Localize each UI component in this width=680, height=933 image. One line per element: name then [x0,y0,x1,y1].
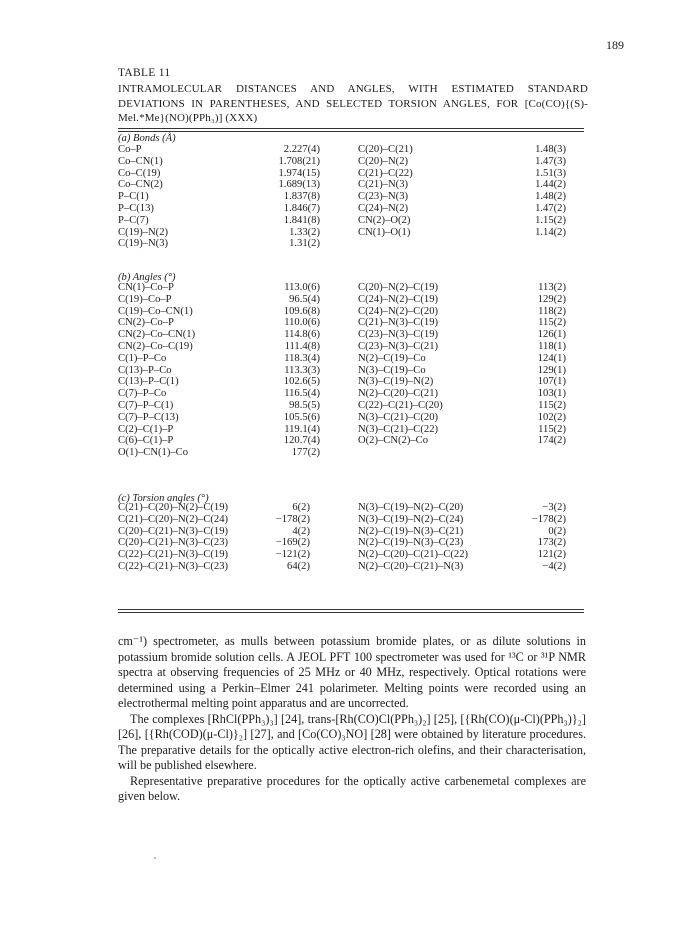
row-value: 120.7(4) [283,435,320,447]
row-value: 1.15(2) [535,214,566,226]
row-value: 64(2) [287,561,310,572]
row-value: 114.8(6) [284,329,320,341]
row-value: 113.0(6) [284,282,320,293]
row-label: C(23)–N(3)–C(19) [358,329,439,341]
row-label: C(13)–P–C(1) [118,376,179,388]
row-label: Co–CN(1) [118,155,163,167]
row-label: C(19)–N(2) [118,226,169,238]
row-value: 1.974(15) [278,167,320,179]
row-value: 1.44(2) [535,179,566,191]
page-number: 189 [606,38,624,52]
row-value: 102(2) [537,411,566,423]
row-value: 1.33(2) [289,226,320,238]
row-value: 102.6(5) [283,376,320,388]
row-value: 1.14(2) [535,226,566,238]
row-label: C(19)–Co–P [118,293,172,305]
row-label: C(23)–N(3)–C(21) [358,341,439,352]
row-label: C(1)–P–Co [118,352,167,364]
row-value: −169(2) [275,537,310,549]
row-label: N(2)–C(19)–Co [358,352,426,364]
page-speck [154,857,156,859]
row-label: Co–P [118,144,142,155]
body-paragraph-3: Representative preparative procedures for the optically active carbenemetal complexes are given below. [118,773,586,803]
row-value: 6(2) [292,502,310,513]
row-label: C(22)–C(21)–N(3)–C(23) [118,561,229,572]
row-value: −4(2) [542,561,566,572]
row-label: CN(2)–Co–P [118,317,174,329]
row-value: 115(2) [538,400,566,411]
row-label: N(3)–C(19)–Co [358,364,426,376]
row-value: 103(1) [537,388,566,400]
row-label: C(24)–N(2) [358,203,409,214]
section-title: (a) Bonds (Å) [118,133,176,144]
row-value: 1.48(3) [535,144,566,155]
row-value: 1.31(2) [289,238,320,250]
row-label: C(20)–C(21) [358,144,413,155]
row-value: 107(1) [537,376,566,388]
row-label: N(3)–C(21)–C(22) [358,423,439,435]
row-label: O(1)–CN(1)–Co [118,447,189,459]
row-value: −178(2) [531,513,566,525]
row-label: C(19)–N(3) [118,238,169,250]
row-label: N(2)–C(19)–N(3)–C(21) [358,525,464,537]
row-label: C(22)–C(21)–C(20) [358,400,443,411]
row-label: C(7)–P–Co [118,388,167,400]
row-label: C(21)–C(20)–N(2)–C(19) [118,502,229,513]
row-label: C(2)–C(1)–P [118,423,174,435]
row-label: CN(2)–Co–CN(1) [118,329,196,341]
row-value: 105.5(6) [283,411,320,423]
row-label: C(23)–N(3) [358,191,409,203]
row-value: 1.51(3) [535,167,566,179]
table-label: TABLE 11 [118,67,171,79]
row-value: 96.5(4) [289,293,320,305]
row-value: 0(2) [548,525,566,537]
row-value: 129(2) [537,293,566,305]
row-value: −3(2) [542,502,566,513]
row-label: N(3)–C(19)–N(2) [358,376,434,388]
table-top-rule [118,128,584,129]
row-label: CN(2)–O(2) [358,214,411,226]
row-label: C(24)–N(2)–C(19) [358,293,439,305]
row-label: CN(1)–Co–P [118,282,174,293]
row-label: C(6)–C(1)–P [118,435,174,447]
body-text [118,634,586,805]
row-label: C(20)–C(21)–N(3)–C(19) [118,525,229,537]
row-value: 1.689(13) [278,179,320,191]
row-label: C(7)–P–C(1) [118,400,174,411]
row-value: 173(2) [537,537,566,549]
row-label: C(21)–C(22) [358,167,413,179]
row-value: 118(1) [538,341,566,352]
row-value: 1.708(21) [278,155,320,167]
row-value: 174(2) [537,435,566,447]
row-value: 118.3(4) [284,352,320,364]
row-value: −121(2) [275,549,310,561]
row-label: N(2)–C(20)–C(21) [358,388,439,400]
body-paragraph-2: The complexes [RhCl(PPh₃)₃] [24], trans-[Rh(CO)Cl(PPh₃)₂] [25], [{Rh(CO)(μ-Cl)(PPh₃)}₂] [26], [{Rh(COD)(μ-Cl)}₂] [27], and [Co(CO)₃NO] [28] were obtained by literature procedures. The preparative details for the optically active electron-rich olefins, and their characterisation, will be published elsewhere. [118,711,586,772]
row-label: P–C(13) [118,203,154,214]
row-value: 4(2) [292,525,310,537]
row-value: −178(2) [275,513,310,525]
row-value: 98.5(5) [289,400,320,411]
row-label: O(2)–CN(2)–Co [358,435,429,447]
row-value: 110.0(6) [284,317,320,329]
row-value: 113(2) [538,282,566,293]
row-label: CN(1)–O(1) [358,226,411,238]
row-value: 177(2) [291,447,320,459]
section-title: (b) Angles (°) [118,272,176,283]
row-value: 119.1(4) [284,423,320,435]
row-label: CN(2)–Co–C(19) [118,341,193,352]
row-label: N(3)–C(19)–N(2)–C(24) [358,513,464,525]
row-value: 129(1) [537,364,566,376]
row-value: 109.6(8) [283,305,320,317]
row-value: 111.4(8) [284,341,320,352]
row-label: C(19)–Co–CN(1) [118,305,193,317]
row-label: P–C(7) [118,214,149,226]
row-value: 113.3(3) [284,364,320,376]
section-title: (c) Torsion angles (°) [118,493,209,504]
row-label: C(22)–C(21)–N(3)–C(19) [118,549,229,561]
row-label: N(3)–C(21)–C(20) [358,411,439,423]
row-label: C(20)–C(21)–N(3)–C(23) [118,537,229,549]
table-bottom-rule [118,609,584,610]
row-value: 1.846(7) [283,203,320,214]
row-value: 121(2) [537,549,566,561]
row-value: 1.837(8) [283,191,320,203]
row-label: C(21)–N(3)–C(19) [358,317,439,329]
row-label: C(20)–N(2) [358,155,409,167]
row-label: N(2)–C(19)–N(3)–C(23) [358,537,464,549]
table-caption: INTRAMOLECULAR DISTANCES AND ANGLES, WITH ESTIMATED STANDARD DEVIATIONS IN PARENTHESES, AND SELECTED TORSION ANGLES, FOR [Co(CO){(S)-Mel.*Me}(NO)(PPh₃)] (XXX) [118,83,588,124]
row-value: 2.227(4) [283,144,320,155]
row-label: N(2)–C(20)–C(21)–N(3) [358,561,464,572]
row-label: Co–CN(2) [118,179,163,191]
row-value: 1.841(8) [283,214,320,226]
row-value: 116.5(4) [284,388,320,400]
row-label: C(24)–N(2)–C(20) [358,305,439,317]
row-value: 124(1) [537,352,566,364]
row-label: C(21)–C(20)–N(2)–C(24) [118,513,229,525]
row-label: N(3)–C(19)–N(2)–C(20) [358,502,464,513]
row-label: C(13)–P–Co [118,364,172,376]
row-label: Co–C(19) [118,167,161,179]
table-bottom-rule-second [118,612,584,613]
row-value: 126(1) [537,329,566,341]
row-value: 1.47(2) [535,203,566,214]
row-label: C(7)–P–C(13) [118,411,179,423]
row-value: 115(2) [538,423,566,435]
row-label: N(2)–C(20)–C(21)–C(22) [358,549,469,561]
row-value: 118(2) [538,305,566,317]
row-value: 1.47(3) [535,155,566,167]
row-label: P–C(1) [118,191,149,203]
row-value: 115(2) [538,317,566,329]
table-top-rule-second [118,131,584,132]
row-value: 1.48(2) [535,191,566,203]
body-paragraph-1: cm⁻¹) spectrometer, as mulls between potassium bromide plates, or as dilute solutions in potassium bromide solution cells. A JEOL PFT 100 spectrometer was used for ¹³C or ³¹P NMR spectra at observing frequencies of 25 MHz or 40 MHz, respectively. Optical rotations were determined using a Perkin–Elmer 241 polarimeter. Melting points were recorded using an electrothermal melting point apparatus and are uncorrected. [118,634,586,710]
row-label: C(21)–N(3) [358,179,409,191]
row-label: C(20)–N(2)–C(19) [358,282,439,293]
